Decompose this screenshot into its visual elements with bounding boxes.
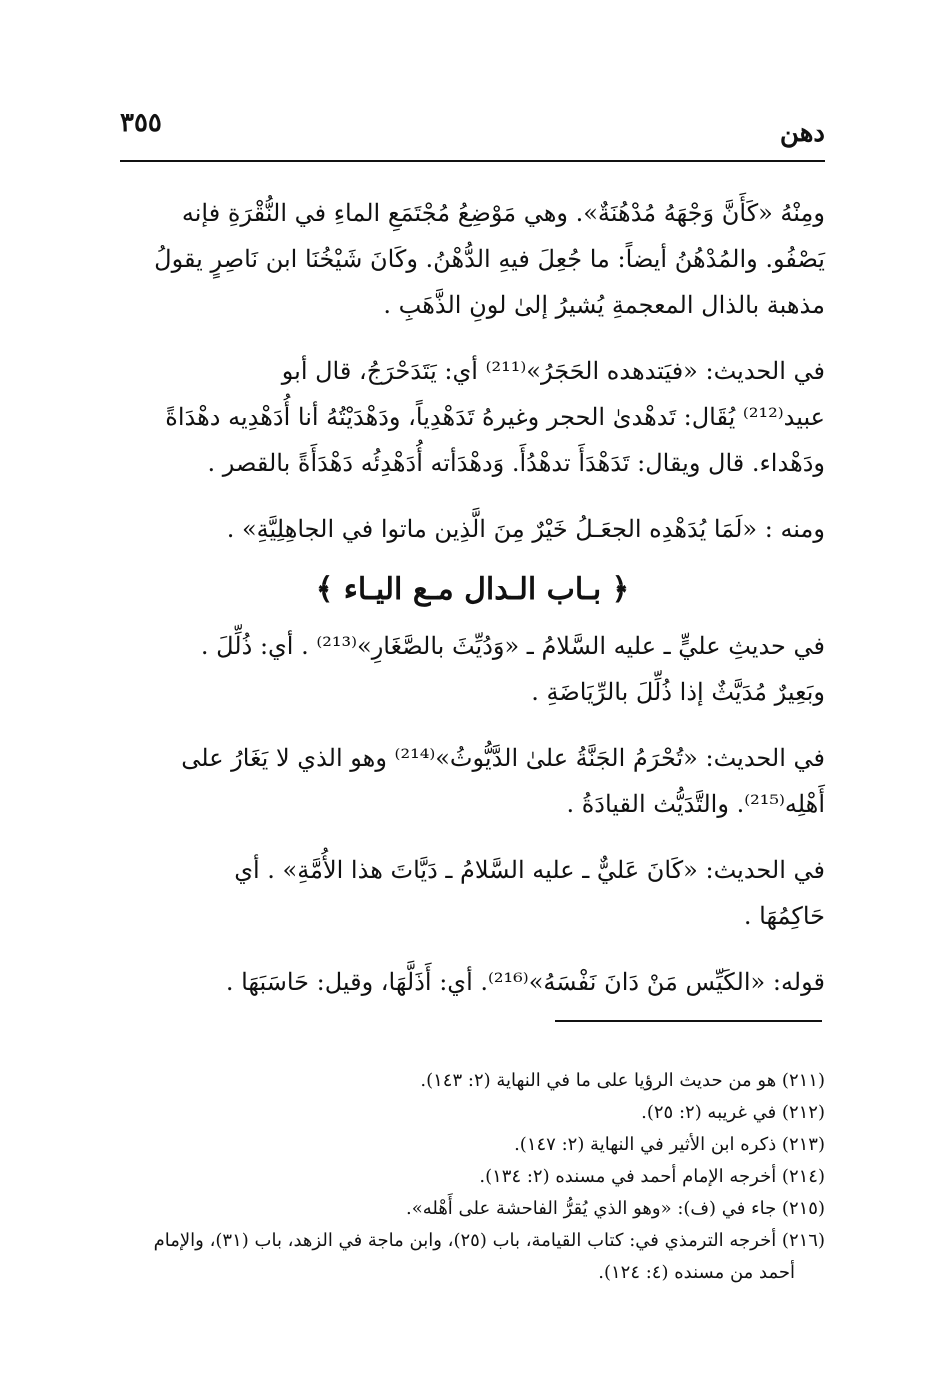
paragraph: [120, 190, 825, 328]
footnote: (٢١٦) أخرجه الترمذي في: كتاب القيامة، باب (٢٥)، وابن ماجة في الزهد، باب (٣١)، والإمام: [153, 1230, 825, 1251]
text-line: حَاكِمُهَا .: [743, 902, 825, 930]
text-line: ومِنْهُ «كَأَنَّ وَجْهَهُ مُدْهُنَةٌ». وهي مَوْضِعُ مُجْتَمَعِ الماءِ في النُّقْرَةِ فإنه: [181, 199, 825, 227]
footnote-continuation: أحمد من مسنده (٤: ١٢٤).: [598, 1262, 795, 1283]
footnote: (٢١١) هو من حديث الرؤيا على ما في النهاية (٢: ١٤٣).: [420, 1070, 825, 1091]
text-line: ومنه : «لَمَا يُدَهْدِه الجعَـلُ خَيْرٌ مِنَ الَّذِين ماتوا في الجاهِلِيَّةِ» .: [226, 515, 825, 543]
paragraph: [120, 847, 825, 939]
footnote: (٢١٤) أخرجه الإمام أحمد في مسنده (٢: ١٣٤).: [479, 1166, 825, 1187]
text-line: في الحديث: «تُحْرَمُ الجَنَّةُ علىٰ الدَّيُّوثُ»⁽²¹⁴⁾ وهو الذي لا يَغَارُ على: [181, 744, 825, 772]
main-text: [120, 190, 825, 1025]
paragraph: [120, 506, 825, 552]
paragraph: [120, 959, 825, 1005]
text-line: يَصْفُو. والمُدْهُنُ أيضاً: ما جُعِلَ فيهِ الدُّهْنُ. وكَانَ شَيْخُنَا ابن نَاصِرٍ يقولُ: [154, 245, 825, 273]
text-line: في حديثِ عليٍّ ـ عليه السَّلامُ ـ «وَدُيِّثَ بالصَّغَارِ»⁽²¹³⁾ . أي: ذُلِّلَ .: [200, 632, 825, 660]
running-head: دهن: [779, 118, 825, 148]
footnote: (٢١٥) جاء في (ف): «وهو الذي يُقرُّ الفاحشة على أَهْله».: [405, 1198, 825, 1219]
text-line: ودَهْداء. قال ويقال: تَدَهْدَأَ تدهْدُأَ. وَدهْدَأته أُدَهْدِئُه دَهْدَأَةً بالقصر .: [207, 449, 825, 477]
text-line: في الحديث: «فيَتدهده الحَجَرُ»⁽²¹¹⁾ أي: يَتَدَحْرَجُ، قال أبو: [281, 357, 825, 385]
footnote-rule: [555, 1020, 822, 1022]
footnote: (٢١٣) ذكره ابن الأثير في النهاية (٢: ١٤٧).: [514, 1134, 825, 1155]
text-line: قوله: «الكَيِّس مَنْ دَانَ نَفْسَهُ»⁽²¹⁶⁾. أي: أَذَلَّهَا، وقيل: حَاسَبَهَا .: [225, 968, 825, 996]
footnote: (٢١٢) في غريبه (٢: ٢٥).: [641, 1102, 825, 1123]
text-line: أَهْلِه⁽²¹⁵⁾. والتَّدَيُّث القيادَةُ .: [566, 790, 825, 818]
footnotes: [120, 1065, 825, 1289]
page-number: ٣٥٥: [120, 108, 162, 138]
text-line: مذهبة بالذال المعجمةِ يُشيرُ إلىٰ لونِ الذَّهَبِ .: [383, 291, 825, 319]
page-header: [120, 108, 825, 158]
section-heading: ﴿ بـاب الـدال مـع اليـاء ﴾: [315, 572, 630, 607]
paragraph: [120, 348, 825, 486]
text-line: في الحديث: «كَانَ عَليٌّ ـ عليه السَّلامُ ـ دَيَّاتَ هذا الأُمَّةِ» . أي: [234, 856, 825, 884]
text-line: وبَعِيرٌ مُدَيَّثٌ إذا ذُلِّلَ بالرِّيَاضَةِ .: [531, 678, 825, 706]
header-rule: [120, 160, 825, 162]
paragraph: [120, 735, 825, 827]
paragraph: [120, 623, 825, 715]
text-line: عبيد⁽²¹²⁾ يُقَال: تَدهْدىٰ الحجر وغيرهُ تَدَهْدِياً، ودَهْدَيْتُهُ أنا أُدَهْدِيه دهْدَاةً: [165, 403, 825, 431]
